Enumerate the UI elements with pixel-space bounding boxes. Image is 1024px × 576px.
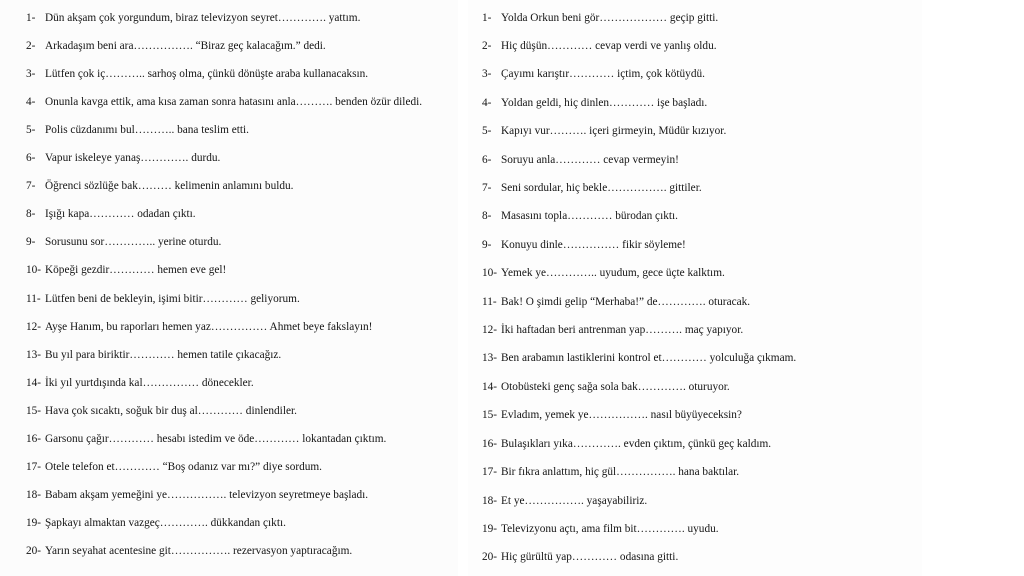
item-number: 2- bbox=[26, 40, 36, 52]
item-number: 2- bbox=[482, 40, 492, 52]
item-text: Kapıyı vur………. içeri girmeyin, Müdür kızıyor. bbox=[501, 125, 727, 137]
exercise-item bbox=[482, 11, 718, 25]
exercise-item bbox=[26, 263, 226, 277]
item-text: Sorusunu sor………….. yerine oturdu. bbox=[45, 236, 222, 248]
item-number: 16- bbox=[26, 433, 42, 445]
item-text: Bu yıl para biriktir………… hemen tatile çıkacağız. bbox=[45, 349, 282, 361]
item-text: Yolda Orkun beni gör……………… geçip gitti. bbox=[501, 12, 719, 24]
exercise-item bbox=[26, 544, 352, 558]
item-number: 10- bbox=[482, 267, 498, 279]
item-text: Babam akşam yemeğini ye……………. televizyon seyretmeye başladı. bbox=[45, 489, 369, 501]
item-number: 6- bbox=[482, 154, 492, 166]
item-text: Ben arabamın lastiklerini kontrol et………… yolculuğa çıkmam. bbox=[501, 352, 797, 364]
item-number: 8- bbox=[26, 208, 36, 220]
item-text: Vapur iskeleye yanaş…………. durdu. bbox=[45, 152, 221, 164]
exercise-item bbox=[482, 124, 726, 138]
item-number: 15- bbox=[26, 405, 42, 417]
exercise-item bbox=[26, 95, 422, 109]
item-number: 1- bbox=[26, 12, 36, 24]
item-text: Şapkayı almaktan vazgeç…………. dükkandan çıktı. bbox=[45, 517, 286, 529]
exercise-item bbox=[482, 209, 678, 223]
item-number: 6- bbox=[26, 152, 36, 164]
item-text: Yarın seyahat acentesine git……………. rezervasyon yaptıracağım. bbox=[45, 545, 353, 557]
item-text: Çayımı karıştır………… içtim, çok kötüydü. bbox=[501, 68, 705, 80]
exercise-item bbox=[482, 266, 725, 280]
item-text: Televizyonu açtı, ama film bit…………. uyudu. bbox=[501, 523, 719, 535]
item-text: Bir fıkra anlattım, hiç gül……………. hana baktılar. bbox=[501, 466, 740, 478]
exercise-item bbox=[482, 96, 707, 110]
exercise-item bbox=[26, 151, 220, 165]
item-text: Otele telefon et………… “Boş odanız var mı?” diye sordum. bbox=[45, 461, 323, 473]
exercise-item bbox=[26, 488, 368, 502]
item-text: Et ye……………. yaşayabiliriz. bbox=[501, 495, 648, 507]
item-number: 18- bbox=[26, 489, 42, 501]
item-text: Hiç düşün………… cevap verdi ve yanlış oldu. bbox=[501, 40, 717, 52]
exercise-item bbox=[482, 295, 750, 309]
exercise-item bbox=[482, 238, 686, 252]
item-text: Bak! O şimdi gelip “Merhaba!” de…………. oturacak. bbox=[501, 296, 751, 308]
exercise-item bbox=[482, 465, 739, 479]
item-text: Masasını topla………… bürodan çıktı. bbox=[501, 210, 678, 222]
exercise-item bbox=[26, 207, 196, 221]
exercise-item bbox=[26, 460, 322, 474]
item-number: 12- bbox=[482, 324, 498, 336]
item-text: Arkadaşım beni ara……………. “Biraz geç kalacağım.” dedi. bbox=[45, 40, 326, 52]
item-number: 5- bbox=[26, 124, 36, 136]
exercise-item bbox=[482, 380, 730, 394]
item-text: Seni sordular, hiç bekle……………. gittiler. bbox=[501, 182, 702, 194]
exercise-item bbox=[26, 376, 254, 390]
item-text: Bulaşıkları yıka…………. evden çıktım, çünkü geç kaldım. bbox=[501, 438, 772, 450]
left-exercise-column bbox=[0, 0, 458, 576]
item-number: 9- bbox=[482, 239, 492, 251]
exercise-item bbox=[26, 39, 326, 53]
exercise-item bbox=[482, 351, 796, 365]
item-number: 10- bbox=[26, 264, 42, 276]
right-exercise-column bbox=[468, 0, 922, 576]
item-number: 14- bbox=[482, 381, 498, 393]
exercise-item bbox=[482, 437, 771, 451]
item-text: Hava çok sıcaktı, soğuk bir duş al………… dinlendiler. bbox=[45, 405, 297, 417]
item-text: Lütfen çok iç……….. sarhoş olma, çünkü dönüşte araba kullanacaksın. bbox=[45, 68, 369, 80]
item-text: Yoldan geldi, hiç dinlen………… işe başladı. bbox=[501, 97, 708, 109]
item-text: Evladım, yemek ye……………. nasıl büyüyeceksin? bbox=[501, 409, 742, 421]
item-number: 4- bbox=[482, 97, 492, 109]
item-text: Otobüsteki genç sağa sola bak…………. oturuyor. bbox=[501, 381, 730, 393]
item-text: Onunla kavga ettik, ama kısa zaman sonra hatasını anla………. benden özür diledi. bbox=[45, 96, 423, 108]
item-number: 16- bbox=[482, 438, 498, 450]
item-number: 20- bbox=[26, 545, 42, 557]
exercise-item bbox=[482, 181, 702, 195]
exercise-item bbox=[482, 153, 679, 167]
exercise-item bbox=[482, 550, 678, 564]
item-number: 17- bbox=[26, 461, 42, 473]
item-number: 12- bbox=[26, 321, 42, 333]
item-text: Öğrenci sözlüğe bak……… kelimenin anlamını buldu. bbox=[45, 180, 294, 192]
exercise-item bbox=[482, 494, 647, 508]
item-text: Yemek ye………….. uyudum, gece üçte kalktım. bbox=[501, 267, 725, 279]
item-number: 8- bbox=[482, 210, 492, 222]
item-text: Dün akşam çok yorgundum, biraz televizyon seyret…………. yattım. bbox=[45, 12, 361, 24]
item-text: Garsonu çağır………… hesabı istedim ve öde………… lokantadan çıktım. bbox=[45, 433, 387, 445]
item-number: 9- bbox=[26, 236, 36, 248]
item-number: 13- bbox=[482, 352, 498, 364]
item-number: 13- bbox=[26, 349, 42, 361]
exercise-item bbox=[26, 123, 249, 137]
exercise-item bbox=[482, 67, 705, 81]
exercise-item bbox=[482, 522, 719, 536]
item-number: 15- bbox=[482, 409, 498, 421]
item-text: Hiç gürültü yap………… odasına gitti. bbox=[501, 551, 679, 563]
item-number: 17- bbox=[482, 466, 498, 478]
item-text: Işığı kapa………… odadan çıktı. bbox=[45, 208, 196, 220]
exercise-item bbox=[482, 408, 742, 422]
exercise-item bbox=[26, 67, 368, 81]
item-number: 7- bbox=[26, 180, 36, 192]
item-number: 11- bbox=[26, 293, 41, 305]
item-number: 1- bbox=[482, 12, 492, 24]
item-number: 19- bbox=[482, 523, 498, 535]
item-number: 3- bbox=[26, 68, 36, 80]
item-text: Köpeği gezdir………… hemen eve gel! bbox=[45, 264, 227, 276]
item-text: Lütfen beni de bekleyin, işimi bitir………… geliyorum. bbox=[45, 293, 300, 305]
exercise-item bbox=[482, 39, 717, 53]
item-text: Polis cüzdanımı bul……….. bana teslim etti. bbox=[45, 124, 249, 136]
item-number: 11- bbox=[482, 296, 497, 308]
exercise-item bbox=[26, 292, 300, 306]
item-number: 19- bbox=[26, 517, 42, 529]
item-number: 14- bbox=[26, 377, 42, 389]
item-number: 4- bbox=[26, 96, 36, 108]
item-number: 7- bbox=[482, 182, 492, 194]
exercise-item bbox=[26, 432, 386, 446]
exercise-item bbox=[26, 11, 360, 25]
exercise-item bbox=[26, 320, 372, 334]
item-number: 18- bbox=[482, 495, 498, 507]
item-text: Ayşe Hanım, bu raporları hemen yaz…………… Ahmet beye fakslayın! bbox=[45, 321, 373, 333]
item-number: 3- bbox=[482, 68, 492, 80]
item-text: Soruyu anla………… cevap vermeyin! bbox=[501, 154, 679, 166]
exercise-item bbox=[482, 323, 743, 337]
exercise-item bbox=[26, 404, 297, 418]
item-number: 5- bbox=[482, 125, 492, 137]
item-text: İki yıl yurtdışında kal…………… dönecekler. bbox=[45, 377, 254, 389]
exercise-item bbox=[26, 516, 286, 530]
item-text: İki haftadan beri antrenman yap………. maç yapıyor. bbox=[501, 324, 744, 336]
exercise-item bbox=[26, 179, 293, 193]
exercise-item bbox=[26, 348, 281, 362]
item-text: Konuyu dinle…………… fikir söyleme! bbox=[501, 239, 686, 251]
item-number: 20- bbox=[482, 551, 498, 563]
exercise-item bbox=[26, 235, 221, 249]
